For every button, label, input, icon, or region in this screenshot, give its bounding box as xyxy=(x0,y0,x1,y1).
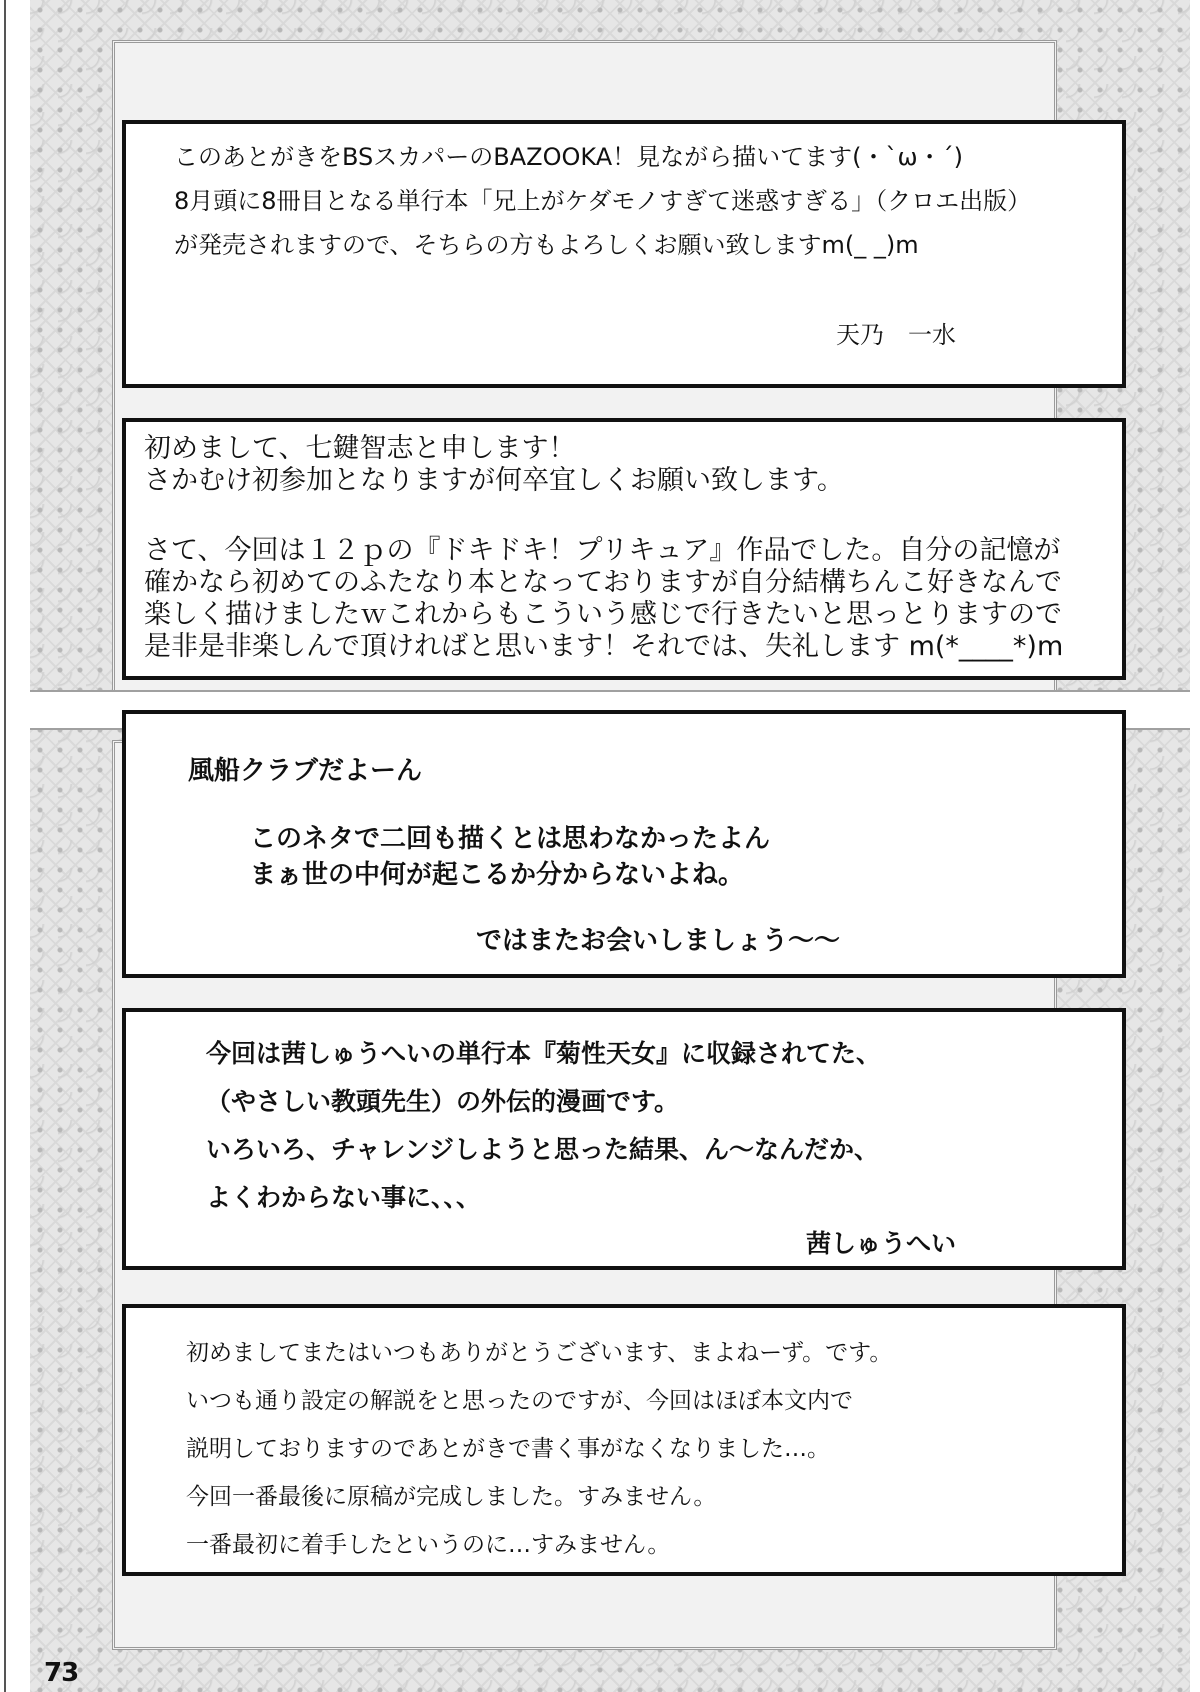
text-line: が発売されますので、そちらの方もよろしくお願い致しますm(_ _)m xyxy=(174,231,919,259)
text-line: ではまたお会いしましょう〜〜 xyxy=(476,926,841,956)
afterword-box-amano xyxy=(122,120,1126,388)
text-line: さて、今回は１２ｐの『ドキドキ！プリキュア』作品でした。自分の記憶が xyxy=(144,535,1061,566)
text-line: 是非是非楽しんで頂ければと思います！それでは、失礼します m(*____*)m xyxy=(144,631,1064,662)
text-line: まぁ世の中何が起こるか分からないよね。 xyxy=(250,860,745,890)
text-line: 説明しておりますのであとがきで書く事がなくなりました…。 xyxy=(186,1436,830,1462)
page-number: 73 xyxy=(44,1658,79,1688)
text-line: このあとがきをBSスカパーのBAZOOKA！見ながら描いてます(・`ω・´) xyxy=(174,143,963,171)
text-line: 初めましてまたはいつもありがとうございます、まよねーず。です。 xyxy=(186,1340,893,1366)
text-line: いろいろ、チャレンジしようと思った結果、ん〜なんだか、 xyxy=(206,1135,880,1164)
text-line: 今回一番最後に原稿が完成しました。すみません。 xyxy=(186,1484,717,1510)
text-line: 確かなら初めてのふたなり本となっておりますが自分結構ちんこ好きなんで xyxy=(144,567,1062,598)
text-line: さかむけ初参加となりますが何卒宜しくお願い致します。 xyxy=(144,465,844,496)
afterword-box-mayonnaise xyxy=(122,1304,1126,1576)
afterword-box-akane xyxy=(122,1008,1126,1270)
author-signature: 天乃 一水 xyxy=(836,321,956,349)
afterword-box-fuusen-club xyxy=(122,710,1126,978)
text-line: 8月頭に8冊目となる単行本「兄上がケダモノすぎて迷惑すぎる」（クロエ出版） xyxy=(174,187,1032,215)
text-line: いつも通り設定の解説をと思ったのですが、今回はほぼ本文内で xyxy=(186,1388,853,1414)
text-line: （やさしい教頭先生）の外伝的漫画です。 xyxy=(206,1087,680,1116)
text-line: よくわからない事に、、、 xyxy=(206,1183,482,1212)
text-line: 風船クラブだよーん xyxy=(188,756,423,786)
text-line: このネタで二回も描くとは思わなかったよん xyxy=(250,824,771,854)
afterword-box-nanakagi xyxy=(122,418,1126,680)
author-signature: 茜しゅうへい xyxy=(806,1229,957,1258)
text-line: 今回は茜しゅうへいの単行本『菊性天女』に収録されてた、 xyxy=(206,1039,882,1068)
page-edge-line xyxy=(4,0,6,1692)
text-line: 初めまして、七鍵智志と申します！ xyxy=(144,433,576,464)
text-line: 楽しく描けましたｗこれからもこういう感じで行きたいと思っとりますので xyxy=(144,599,1062,630)
text-line: 一番最初に着手したというのに…すみません。 xyxy=(186,1532,671,1558)
